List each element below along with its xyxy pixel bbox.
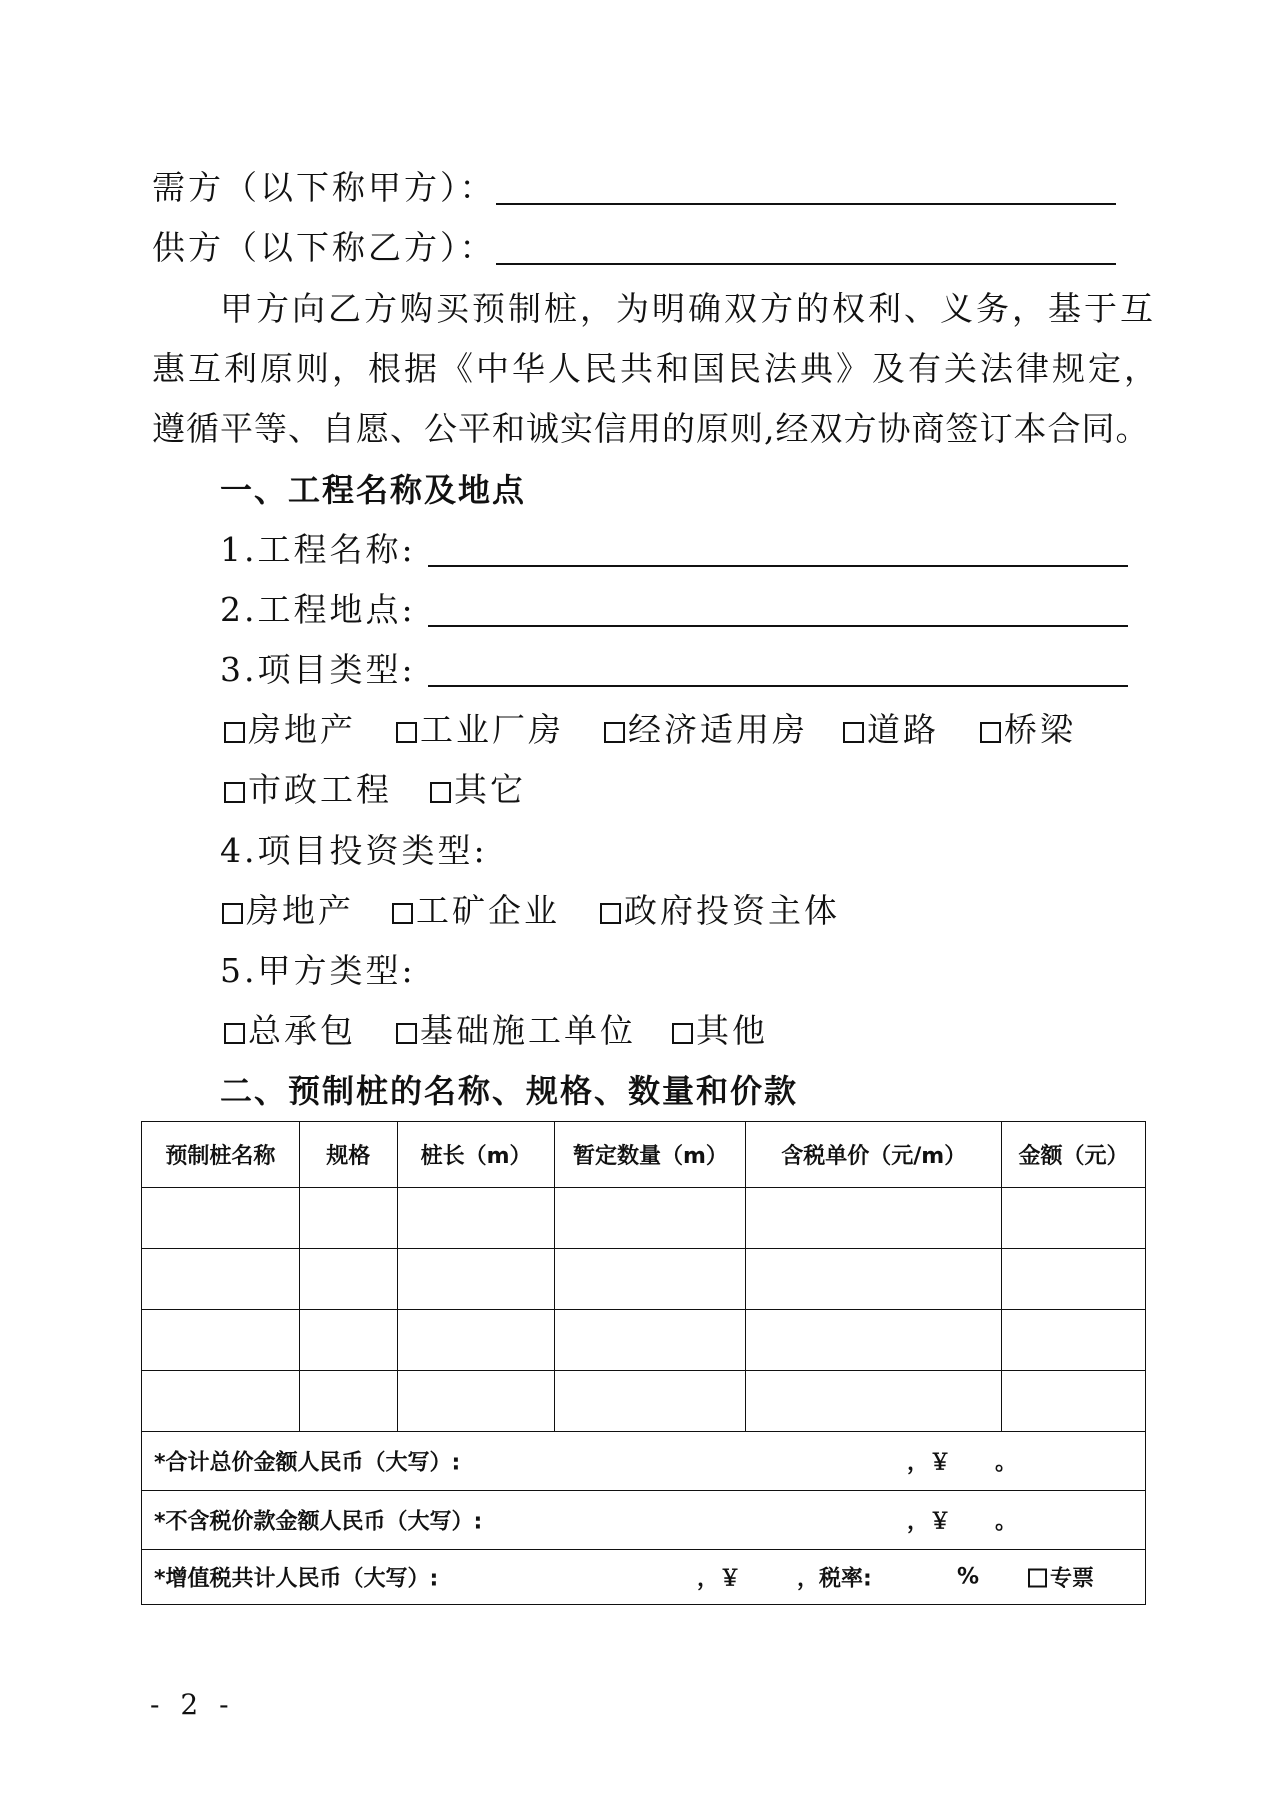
checkbox-icon[interactable]: [224, 722, 245, 743]
table-cell[interactable]: [555, 1310, 746, 1371]
party-a-option-other[interactable]: [672, 1011, 768, 1051]
project-type-option-bridge[interactable]: [980, 710, 1076, 750]
project-site-label: 2.工程地点:: [220, 590, 416, 629]
option-label: 政府投资主体: [624, 891, 840, 930]
pretax-label: *不含税价款金额人民币（大写）:: [154, 1509, 483, 1535]
pretax-row: [142, 1491, 1146, 1550]
table-cell[interactable]: [142, 1188, 300, 1249]
table-cell[interactable]: [746, 1249, 1002, 1310]
seller-name-field[interactable]: [496, 263, 1116, 265]
table-cell[interactable]: [1002, 1188, 1146, 1249]
project-type-option-road[interactable]: [843, 710, 939, 750]
table-row: [142, 1249, 1146, 1310]
table-cell[interactable]: [397, 1249, 555, 1310]
option-label: 房地产: [248, 710, 356, 749]
table-cell[interactable]: [299, 1188, 397, 1249]
column-header-pile-name: 预制桩名称: [142, 1122, 300, 1188]
option-label: 工矿企业: [416, 891, 560, 930]
project-type-option-municipal[interactable]: [224, 770, 392, 810]
buyer-label: 需方（以下称甲方）：: [152, 168, 496, 207]
option-label: 房地产: [246, 891, 354, 930]
total-row: [142, 1432, 1146, 1491]
option-label: 经济适用房: [628, 710, 808, 749]
table-cell[interactable]: [1002, 1371, 1146, 1432]
table-cell[interactable]: [142, 1310, 300, 1371]
table-cell[interactable]: [299, 1371, 397, 1432]
table-cell[interactable]: [142, 1249, 300, 1310]
investment-type-label: 4.项目投资类型:: [220, 831, 488, 870]
vat-invoice-label: 专票: [1050, 1566, 1095, 1592]
option-label: 其他: [696, 1011, 768, 1050]
column-header-spec: 规格: [299, 1122, 397, 1188]
buyer-name-field[interactable]: [496, 203, 1116, 205]
table-cell[interactable]: [299, 1249, 397, 1310]
vat-cell[interactable]: [142, 1550, 1146, 1605]
checkbox-icon[interactable]: [224, 782, 245, 803]
vat-row: [142, 1550, 1146, 1605]
project-type-label: 3.项目类型:: [220, 650, 416, 689]
column-header-amount: 金额（元）: [1002, 1122, 1146, 1188]
project-type-option-other[interactable]: [430, 770, 526, 810]
preamble-line-2: 惠互利原则，根据《中华人民共和国民法典》及有关法律规定，: [152, 349, 1160, 388]
checkbox-icon[interactable]: [396, 722, 417, 743]
option-label: 桥梁: [1004, 710, 1076, 749]
option-label: 道路: [867, 710, 939, 749]
checkbox-icon[interactable]: [396, 1023, 417, 1044]
section-2-heading: 二、预制桩的名称、规格、数量和价款: [220, 1072, 799, 1110]
table-cell[interactable]: [555, 1188, 746, 1249]
preamble-line-1: 甲方向乙方购买预制桩，为明确双方的权利、义务，基于互: [220, 289, 1156, 328]
seller-label: 供方（以下称乙方）：: [152, 228, 496, 267]
table-cell[interactable]: [142, 1371, 300, 1432]
table-cell[interactable]: [397, 1371, 555, 1432]
vat-percent: %: [957, 1564, 980, 1590]
vat-rate-label: ，税率:: [797, 1566, 872, 1592]
investment-option-industrial[interactable]: [392, 891, 560, 931]
checkbox-icon[interactable]: [843, 722, 864, 743]
option-label: 基础施工单位: [420, 1011, 636, 1050]
checkbox-icon[interactable]: [222, 903, 243, 924]
pretax-cell[interactable]: [142, 1491, 1146, 1550]
checkbox-icon[interactable]: [392, 903, 413, 924]
project-type-field[interactable]: [428, 685, 1128, 687]
option-label: 市政工程: [248, 770, 392, 809]
checkbox-icon[interactable]: [604, 722, 625, 743]
table-cell[interactable]: [746, 1310, 1002, 1371]
vat-invoice-option[interactable]: [1028, 1562, 1094, 1593]
table-row: [142, 1310, 1146, 1371]
checkbox-icon[interactable]: [600, 903, 621, 924]
project-type-option-affordable[interactable]: [604, 710, 808, 750]
option-label: 其它: [454, 770, 526, 809]
table-cell[interactable]: [746, 1371, 1002, 1432]
project-name-label: 1.工程名称:: [220, 530, 416, 569]
column-header-unit-price: 含税单价（元/m）: [746, 1122, 1002, 1188]
checkbox-icon[interactable]: [980, 722, 1001, 743]
preamble-line-3: 遵循平等、自愿、公平和诚实信用的原则,经双方协商签订本合同。: [152, 409, 1150, 448]
project-type-option-industrial[interactable]: [396, 710, 564, 750]
project-type-option-realestate[interactable]: [224, 710, 356, 750]
party-a-type-label: 5.甲方类型:: [220, 951, 416, 990]
table-row: [142, 1371, 1146, 1432]
page-number: - 2 -: [150, 1688, 235, 1721]
table-cell[interactable]: [397, 1188, 555, 1249]
checkbox-icon[interactable]: [672, 1023, 693, 1044]
table-cell[interactable]: [1002, 1249, 1146, 1310]
project-site-field[interactable]: [428, 625, 1128, 627]
table-cell[interactable]: [746, 1188, 1002, 1249]
column-header-quantity: 暂定数量（m）: [555, 1122, 746, 1188]
column-header-length: 桩长（m）: [397, 1122, 555, 1188]
option-label: 总承包: [248, 1011, 356, 1050]
pretax-yen: ，￥ 。: [907, 1509, 1018, 1535]
table-cell[interactable]: [555, 1249, 746, 1310]
pile-price-table: [141, 1121, 1146, 1605]
vat-yen: ，￥: [697, 1566, 742, 1592]
table-cell[interactable]: [397, 1310, 555, 1371]
table-header-row: [142, 1122, 1146, 1188]
party-a-option-general-contractor[interactable]: [224, 1011, 356, 1051]
investment-option-government[interactable]: [600, 891, 840, 931]
total-cell[interactable]: [142, 1432, 1146, 1491]
investment-option-realestate[interactable]: [222, 891, 354, 931]
checkbox-icon[interactable]: [224, 1023, 245, 1044]
table-cell[interactable]: [299, 1310, 397, 1371]
party-a-option-foundation-contractor[interactable]: [396, 1011, 636, 1051]
section-1-heading: 一、工程名称及地点: [220, 471, 527, 509]
option-label: 工业厂房: [420, 710, 564, 749]
total-yen: ，￥ 。: [907, 1450, 1018, 1476]
project-name-field[interactable]: [428, 565, 1128, 567]
checkbox-icon[interactable]: [430, 782, 451, 803]
total-label: *合计总价金额人民币（大写）:: [154, 1450, 461, 1476]
checkbox-icon[interactable]: [1028, 1569, 1047, 1588]
table-cell[interactable]: [1002, 1310, 1146, 1371]
table-row: [142, 1188, 1146, 1249]
vat-label: *增值税共计人民币（大写）:: [154, 1566, 439, 1592]
table-cell[interactable]: [555, 1371, 746, 1432]
